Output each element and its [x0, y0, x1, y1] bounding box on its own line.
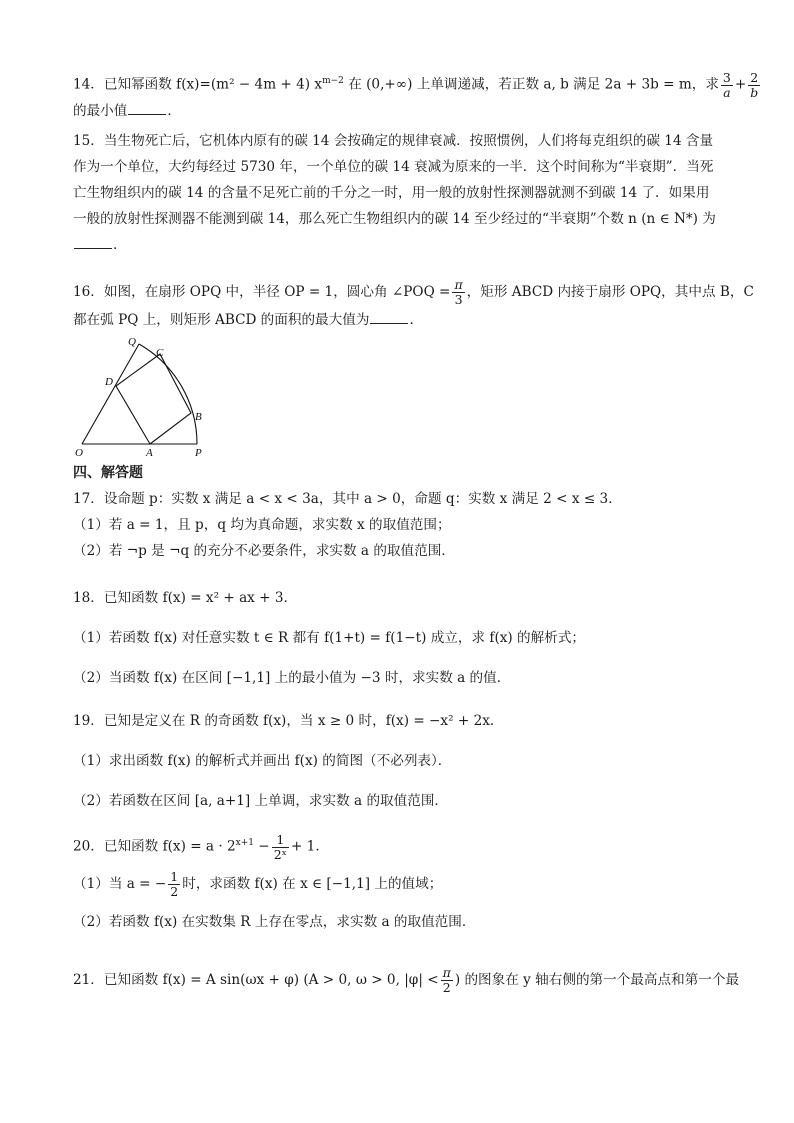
label-b: B: [195, 411, 202, 423]
q21-frac-den: 2: [442, 980, 451, 995]
q21-text-a: 21．已知函数 f(x) = A sin(ωx + φ) (A > 0, ω > 0, |φ| <: [73, 972, 439, 988]
question-21: [73, 966, 744, 995]
q16-answer-blank[interactable]: [370, 309, 408, 324]
q14-text-b: 在 (0,+∞) 上单调递减，若正数 a, b 满足 2a + 3b = m，求: [343, 76, 719, 93]
q14-text-a: 14．已知幂函数 f(x)=(m² − 4m + 4) x: [73, 76, 323, 93]
q21-fraction: [441, 966, 453, 995]
label-o: O: [75, 447, 83, 459]
q15-answer-blank[interactable]: [74, 234, 112, 249]
q18-line3: （2）当函数 f(x) 在区间 [−1,1] 上的最小值为 −3 时，求实数 a 的值．: [73, 670, 511, 686]
question-18: [73, 585, 744, 691]
q20-fraction: [272, 833, 289, 862]
q18-line1: 18．已知函数 f(x) = x² + ax + 3．: [73, 590, 298, 606]
q16-line2: [73, 307, 744, 333]
q14-answer-blank[interactable]: [128, 100, 166, 115]
q20-exponent: x+1: [235, 838, 254, 848]
q15-line1: 15．当生物死亡后，它机体内原有的碳 14 会按确定的规律衰减．按照惯例，人们将每克组织的碳 14 含量: [73, 133, 714, 149]
q14-line1: [73, 68, 759, 100]
radius-oq: [82, 344, 139, 444]
q20-line3: （2）若函数 f(x) 在实数集 R 上存在零点，求实数 a 的取值范围．: [73, 913, 476, 930]
question-15: [73, 128, 744, 258]
q16-text-c: 都在弧 PQ 上，则矩形 ABCD 的面积的最大值为: [73, 312, 370, 328]
q16-frac-num: π: [454, 277, 463, 292]
label-c: C: [156, 347, 164, 359]
q14-frac2-num: 2: [748, 71, 760, 86]
q21-line1: [73, 966, 744, 995]
q20-frac-den: 2ˣ: [273, 846, 287, 862]
question-14: [73, 68, 759, 124]
q20-fraction-2: [168, 870, 180, 899]
question-19: [73, 708, 744, 814]
q16-line1: [73, 277, 754, 307]
q16-text-d: ．: [409, 312, 424, 328]
label-p: P: [195, 447, 202, 459]
question-17: [73, 486, 744, 564]
q20-text-e: 时，求函数 f(x) 在 x ∈ [−1,1] 上的值域；: [182, 875, 443, 892]
q15-line4: 一般的放射性探测器不能测到碳 14，那么死亡生物组织内的碳 14 至少经过的“半衰期”个数 n (n ∈ N*) 为: [73, 211, 716, 227]
q14-fraction-1: [721, 71, 733, 100]
q20-line1: [73, 830, 744, 862]
q20-text-c: + 1．: [290, 838, 329, 855]
q14-frac2-den: b: [750, 84, 759, 100]
q18-line2: （1）若函数 f(x) 对任意实数 t ∈ R 都有 f(1+t) = f(1−t) 成立，求 f(x) 的解析式；: [73, 630, 586, 646]
q20-frac2-num: 1: [170, 868, 179, 884]
q19-line1: 19．已知是定义在 R 的奇函数 f(x)，当 x ≥ 0 时，f(x) = −x² + 2x．: [73, 713, 504, 729]
q16-text-b: ，矩形 ABCD 内接于扇形 OPQ，其中点 B，C: [466, 284, 754, 300]
q14-text-c: 的最小值: [73, 102, 128, 119]
q14-plus: +: [734, 76, 747, 93]
q14-frac1-den: a: [723, 84, 731, 100]
q20-line2: [73, 870, 744, 899]
section-heading: 四、解答题: [73, 465, 143, 481]
q21-text-b: ) 的图象在 y 轴右侧的第一个最高点和第一个最: [454, 972, 740, 988]
q19-line3: （2）若函数在区间 [a, a+1] 上单调，求实数 a 的取值范围．: [73, 793, 449, 809]
q15-last: ．: [113, 237, 127, 253]
arc-pq: [139, 344, 197, 444]
q15-line3: 亡生物组织内的碳 14 的含量不足死亡前的千分之一时，用一般的放射性探测器就测不到碳 14 了．如果用: [73, 185, 710, 201]
question-20: [73, 830, 744, 935]
rectangle-abcd: [116, 354, 191, 444]
question-16: [73, 277, 754, 333]
q17-line3: （2）若 ¬p 是 ¬q 的充分不必要条件，求实数 a 的取值范围．: [73, 543, 455, 559]
q20-text-b: −: [253, 838, 270, 855]
q20-frac2-den: 2: [170, 883, 179, 899]
q14-exponent: m−2: [322, 76, 344, 86]
label-d: D: [105, 376, 113, 388]
label-a: A: [146, 447, 153, 459]
label-q: Q: [128, 336, 136, 348]
q21-frac-num: π: [442, 965, 451, 980]
q14-line2: [73, 98, 744, 124]
q14-fraction-2: [748, 71, 760, 100]
q16-frac-den: 3: [454, 292, 463, 307]
q14-text-d: ．: [167, 102, 181, 119]
q16-fraction: [452, 278, 464, 307]
q20-text-a: 20．已知函数 f(x) = a · 2: [73, 838, 236, 855]
q15-line5: [73, 232, 744, 258]
q20-text-d: （1）当 a = −: [73, 875, 167, 892]
q20-frac-num: 1: [272, 833, 289, 848]
q15-line2: 作为一个单位，大约每经过 5730 年，一个单位的碳 14 衰减为原来的一半．这个时间称为“半衰期”．当死: [73, 159, 714, 175]
q19-line2: （1）求出函数 f(x) 的解析式并画出 f(x) 的简图（不必列表）．: [73, 753, 452, 769]
q14-frac1-num: 3: [722, 69, 731, 85]
sector-figure: [72, 334, 222, 460]
q16-text-a: 16．如图，在扇形 OPQ 中，半径 OP = 1，圆心角 ∠POQ =: [73, 284, 451, 300]
q17-line2: （1）若 a = 1，且 p，q 均为真命题，求实数 x 的取值范围；: [73, 517, 451, 533]
q17-line1: 17．设命题 p：实数 x 满足 a < x < 3a，其中 a > 0，命题 q：实数 x 满足 2 < x ≤ 3．: [73, 491, 622, 507]
